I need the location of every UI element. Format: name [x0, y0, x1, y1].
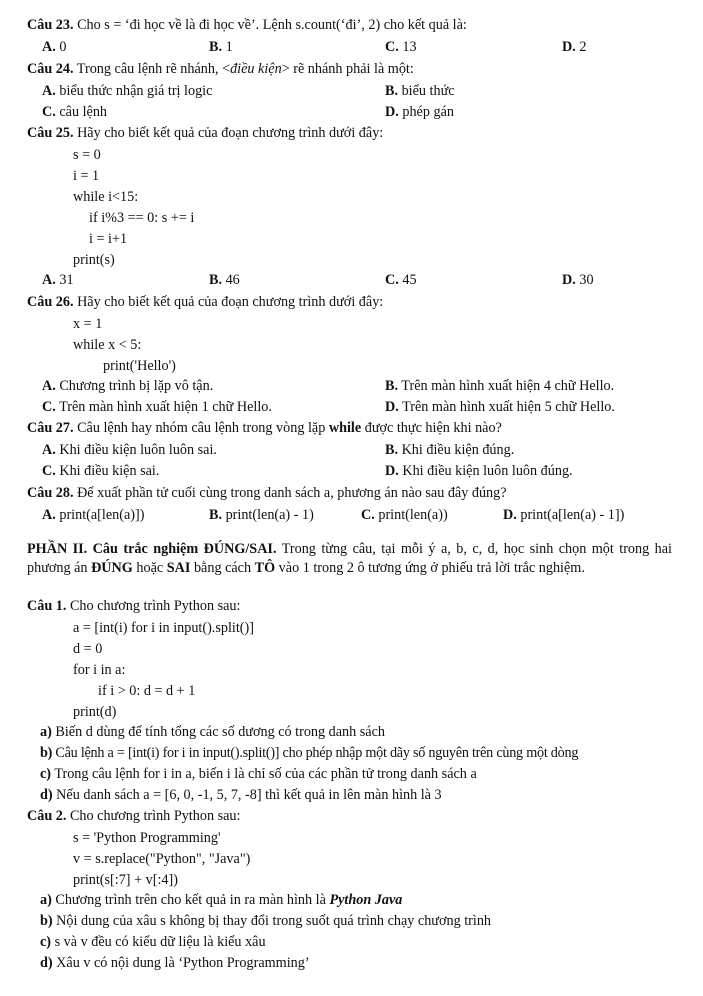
option-a: A. print(a[len(a)]): [42, 507, 145, 523]
question-text: Cho s = ‘đi học về là đi học về’. Lệnh s.count(‘đi’, 2) cho kết quả là:: [73, 17, 467, 33]
code-line: s = 0: [73, 147, 101, 163]
option-c: C. Khi điều kiện sai.: [42, 463, 160, 479]
option-d: D. Khi điều kiện luôn luôn đúng.: [385, 463, 573, 479]
question-number: Câu 26.: [27, 294, 74, 310]
question-number: Câu 25.: [27, 125, 74, 141]
code-line: if i%3 == 0: s += i: [89, 210, 195, 226]
option-b: B. 1: [209, 39, 233, 55]
code-line: a = [int(i) for i in input().split()]: [73, 620, 254, 636]
option-d: D. phép gán: [385, 104, 454, 120]
option-b: B. print(len(a) - 1): [209, 507, 314, 523]
statement-b: b) Nội dung của xâu s không bị thay đổi trong suốt quá trình chạy chương trình: [40, 913, 492, 929]
option-d: D. 2: [562, 39, 587, 55]
question-number: Câu 1.: [27, 598, 67, 614]
code-line: d = 0: [73, 641, 103, 657]
code-line: while x < 5:: [73, 337, 142, 353]
statement-c: c) Trong câu lệnh for i in a, biến i là chỉ số của các phần tử trong danh sách a: [40, 766, 477, 782]
option-a: A. Chương trình bị lặp vô tận.: [42, 378, 214, 394]
option-b: B. biểu thức: [385, 83, 455, 99]
statement-d: d) Nếu danh sách a = [6, 0, -1, 5, 7, -8] thì kết quả in lên màn hình là 3: [40, 787, 442, 803]
code-line: i = 1: [73, 168, 100, 184]
question-number: Câu 27.: [27, 420, 74, 436]
tf-question-1: Câu 1. Cho chương trình Python sau:: [27, 598, 241, 614]
code-line: print(s): [73, 252, 115, 268]
code-line: if i > 0: d = d + 1: [98, 683, 196, 699]
option-a: A. 0: [42, 39, 67, 55]
option-d: D. print(a[len(a) - 1]): [503, 507, 625, 523]
question-28: Câu 28. Để xuất phần tử cuối cùng trong danh sách a, phương án nào sau đây đúng?: [27, 485, 507, 501]
option-c: C. 45: [385, 272, 417, 288]
question-26: Câu 26. Hãy cho biết kết quả của đoạn chương trình dưới đây:: [27, 294, 384, 310]
option-a: A. Khi điều kiện luôn luôn sai.: [42, 442, 217, 458]
code-line: print(s[:7] + v[:4]): [73, 872, 178, 888]
option-b: B. Khi điều kiện đúng.: [385, 442, 515, 458]
code-line: v = s.replace("Python", "Java"): [73, 851, 251, 867]
statement-a: a) Chương trình trên cho kết quả in ra màn hình là Python Java: [40, 892, 403, 908]
question-27: Câu 27. Câu lệnh hay nhóm câu lệnh trong vòng lặp while được thực hiện khi nào?: [27, 420, 502, 436]
option-d: D. Trên màn hình xuất hiện 5 chữ Hello.: [385, 399, 615, 415]
code-line: print(d): [73, 704, 117, 720]
option-c: C. 13: [385, 39, 417, 55]
option-c: C. print(len(a)): [361, 507, 448, 523]
option-a: A. biểu thức nhận giá trị logic: [42, 83, 213, 99]
code-line: i = i+1: [89, 231, 128, 247]
tf-question-2: Câu 2. Cho chương trình Python sau:: [27, 808, 241, 824]
question-23: [27, 15, 467, 35]
question-number: Câu 2.: [27, 808, 67, 824]
part-title: PHẦN II. Câu trắc nghiệm ĐÚNG/SAI.: [27, 541, 277, 557]
option-c: C. câu lệnh: [42, 104, 108, 120]
code-line: s = 'Python Programming': [73, 830, 221, 846]
code-line: while i<15:: [73, 189, 139, 205]
option-a: A. 31: [42, 272, 74, 288]
question-number: Câu 28.: [27, 485, 74, 501]
code-line: print('Hello'): [103, 358, 176, 374]
question-number: Câu 23.: [27, 17, 74, 33]
part-2-instructions: PHẦN II. Câu trắc nghiệm ĐÚNG/SAI. Trong từng câu, tại mỗi ý a, b, c, d, học sinh chọn một trong hai phương án ĐÚNG hoặc SAI bằng cách TÔ vào 1 trong 2 ô tương ứng ở phiếu trả lời trắc nghiệm.: [27, 541, 672, 576]
question-number: Câu 24.: [27, 61, 74, 77]
option-d: D. 30: [562, 272, 594, 288]
option-b: B. 46: [209, 272, 240, 288]
statement-b: b) Câu lệnh a = [int(i) for i in input().split()] cho phép nhập một dãy số nguyên trên cùng một dòng: [40, 745, 579, 761]
option-b: B. Trên màn hình xuất hiện 4 chữ Hello.: [385, 378, 615, 394]
option-c: C. Trên màn hình xuất hiện 1 chữ Hello.: [42, 399, 272, 415]
question-24: Câu 24. Trong câu lệnh rẽ nhánh, <điều kiện> rẽ nhánh phải là một:: [27, 61, 414, 77]
code-line: x = 1: [73, 316, 103, 332]
statement-c: c) s và v đều có kiểu dữ liệu là kiểu xâu: [40, 934, 266, 950]
code-line: for i in a:: [73, 662, 126, 678]
statement-d: d) Xâu v có nội dung là ‘Python Programming’: [40, 955, 310, 971]
statement-a: a) Biến d dùng để tính tổng các số dương có trong danh sách: [40, 724, 385, 740]
question-25: Câu 25. Hãy cho biết kết quả của đoạn chương trình dưới đây:: [27, 125, 384, 141]
